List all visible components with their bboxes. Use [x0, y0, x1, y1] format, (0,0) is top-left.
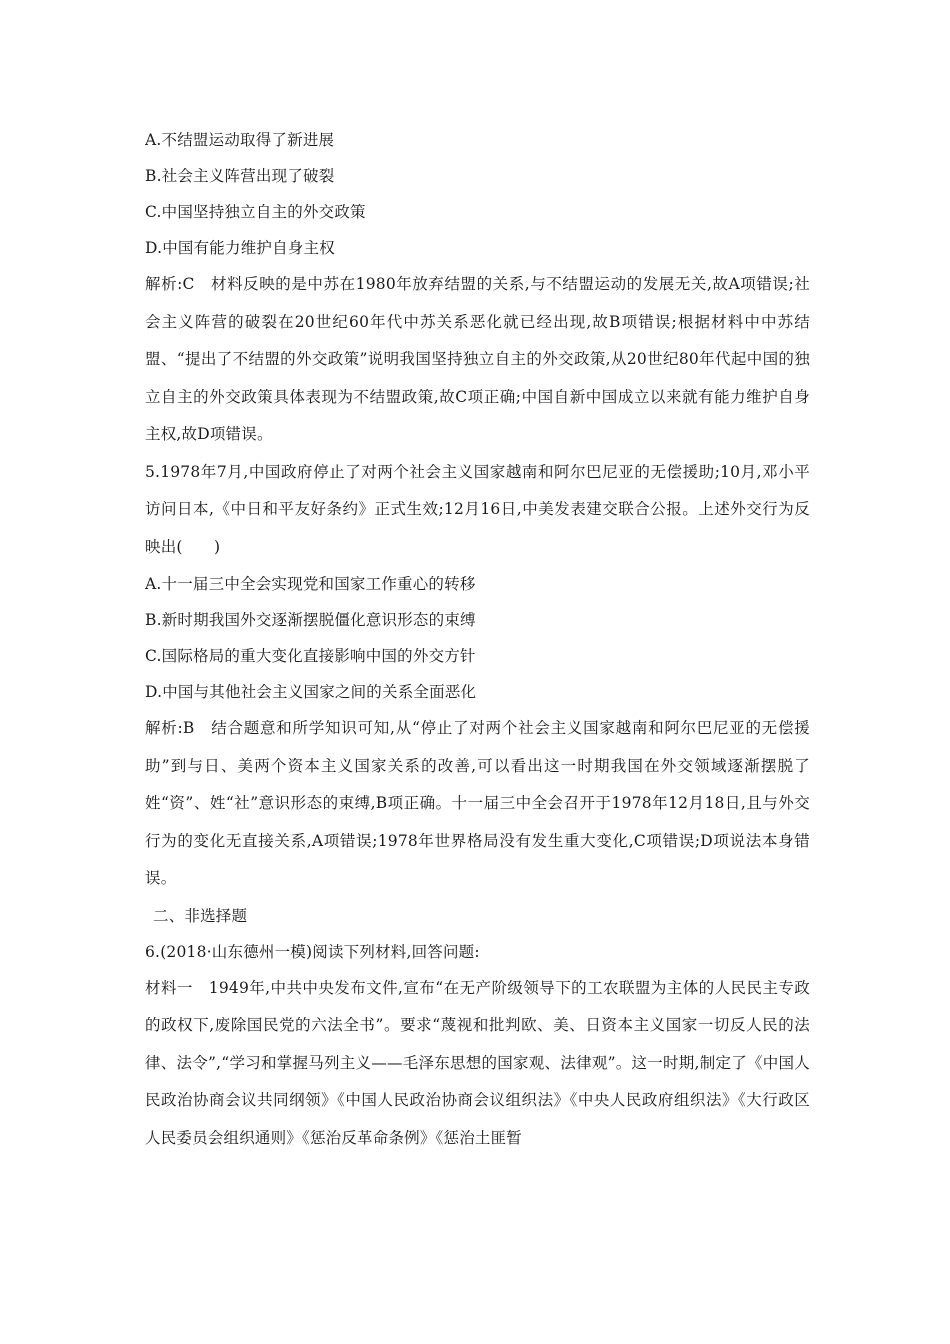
q5-analysis: 解析:B 结合题意和所学知识可知,从“停止了对两个社会主义国家越南和阿尔巴尼亚的无偿援助”到与日、美两个资本主义国家关系的改善,可以看出这一时期我国在外交领域逐渐摆脱了姓“资”、姓“社”意识形态的束缚,B项正确。十一届三中全会召开于1978年12月18日,且与外交行为的变化无直接关系,A项错误;1978年世界格局没有发生重大变化,C项错误;D项说法本身错误。: [145, 719, 810, 887]
q4-option-c: C.中国坚持独立自主的外交政策: [145, 203, 366, 221]
q4-option-a: A.不结盟运动取得了新进展: [145, 131, 335, 149]
q4-option-d: D.中国有能力维护自身主权: [145, 239, 335, 257]
section-heading: 二、非选择题: [153, 906, 248, 925]
q4-option-b: B.社会主义阵营出现了破裂: [145, 167, 335, 185]
q4-analysis: 解析:C 材料反映的是中苏在1980年放弃结盟的关系,与不结盟运动的发展无关,故A项错误;社会主义阵营的破裂在20世纪60年代中苏关系恶化就已经出现,故B项错误;根据材料中中苏结盟、“提出了不结盟的外交政策”说明我国坚持独立自主的外交政策,从20世纪80年代起中国的独立自主的外交政策具体表现为不结盟政策,故C项正确;中国自新中国成立以来就有能力维护自身主权,故D项错误。: [145, 275, 810, 443]
q6-material-1: 材料一 1949年,中共中央发布文件,宣布“在无产阶级领导下的工农联盟为主体的人民民主专政的政权下,废除国民党的六法全书”。要求“蔑视和批判欧、美、日资本主义国家一切反人民的法律、法令”,“学习和掌握马列主义——毛泽东思想的国家观、法律观”。这一时期,制定了《中国人民政治协商会议共同纲领》《中国人民政治协商会议组织法》《中央人民政府组织法》《大行政区人民委员会组织通则》《惩治反革命条例》《惩治土匪暂: [145, 978, 810, 1147]
q5-stem: 5.1978年7月,中国政府停止了对两个社会主义国家越南和阿尔巴尼亚的无偿援助;10月,邓小平访问日本,《中日和平友好条约》正式生效;12月16日,中美发表建交联合公报。上述外交行为反映出( ): [145, 462, 810, 556]
q5-option-d: D.中国与其他社会主义国家之间的关系全面恶化: [145, 683, 477, 701]
q5-option-c: C.国际格局的重大变化直接影响中国的外交方针: [145, 647, 476, 665]
q5-option-b: B.新时期我国外交逐渐摆脱僵化意识形态的束缚: [145, 611, 476, 629]
q5-option-a: A.十一届三中全会实现党和国家工作重心的转移: [145, 575, 476, 593]
document-body: [145, 122, 810, 1157]
q6-stem: 6.(2018·山东德州一模)阅读下列材料,回答问题:: [145, 942, 480, 961]
